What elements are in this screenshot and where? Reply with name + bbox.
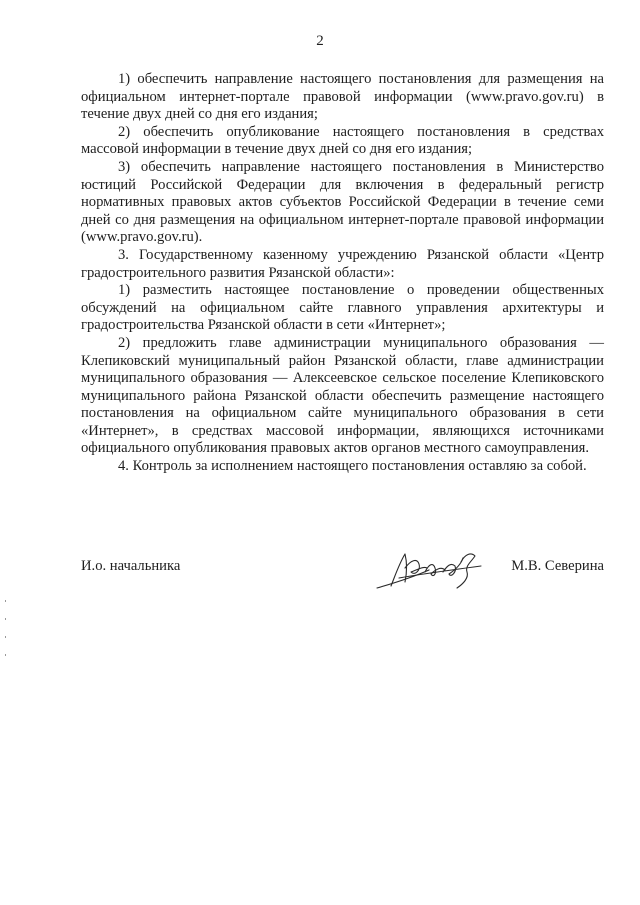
paragraph-municipal-heads: 2) предложить главе администрации муниципального образования — Клепиковский муниципальный район Рязанской области, главе администрации муниципального образования — Алексеевское сельское поселение Клепиковского муниципального района Рязанской области обеспечить размещение настоящего постановления на официальном сайте муниципального образования в сети «Интернет», в средствах массовой информации, являющихся источниками официального опубликования правовых актов органов местного самоуправления. [81, 334, 604, 457]
paragraph-ministry-register: 3) обеспечить направление настоящего постановления в Министерство юстиций Российской Федерации для включения в федеральный регистр нормативных правовых актов субъектов Российской Федерации в течение семи дней со дня размещения на официальном интернет-портале правовой информации (www.pravo.gov.ru). [81, 158, 604, 246]
signature-block [81, 548, 604, 588]
handwritten-signature [371, 548, 486, 594]
signatory-name: М.В. Северина [511, 558, 604, 574]
signatory-position: И.о. начальника [81, 558, 181, 574]
paragraph-item-4-control: 4. Контроль за исполнением настоящего постановления оставляю за собой. [118, 458, 587, 475]
scan-margin-marks [4, 600, 8, 660]
document-body [81, 71, 604, 476]
paragraph-publish-portal: 1) обеспечить направление настоящего постановления для размещения на официальном интернет-портале правовой информации (www.pravo.gov.ru) в течение двух дней со дня его издания; [81, 71, 604, 123]
page-number: 2 [316, 33, 324, 49]
paragraph-publish-media: 2) обеспечить опубликование настоящего постановления в средствах массовой информации в течение двух дней со дня его издания; [81, 123, 604, 158]
paragraph-item-3: 3. Государственному казенному учреждению Рязанской области «Центр градостроительного развития Рязанской области»: [81, 246, 604, 281]
paragraph-post-website: 1) разместить настоящее постановление о проведении общественных обсуждений на официальном сайте главного управления архитектуры и градостроительства Рязанской области в сети «Интернет»; [81, 282, 604, 334]
